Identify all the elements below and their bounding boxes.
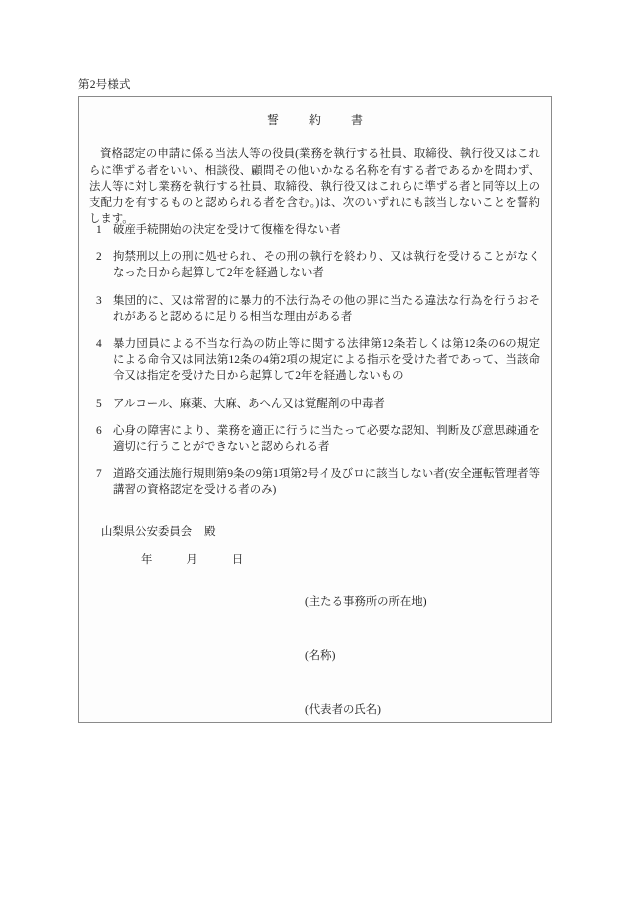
- signature-field-representative-name[interactable]: (代表者の氏名): [305, 704, 381, 716]
- clause-number: 3: [96, 294, 102, 307]
- addressee-name: 山梨県公安委員会: [101, 526, 193, 538]
- clause-item: [89, 336, 540, 385]
- clause-text: アルコール、麻薬、大麻、あへん又は覚醒剤の中毒者: [113, 397, 385, 410]
- clause-number: 7: [96, 468, 102, 481]
- intro-paragraph: 資格認定の申請に係る当法人等の役員(業務を執行する社員、取締役、執行役又はこれらに準ずる者をいい、相談役、顧問その他いかなる名称を有する者であるかを問わず、法人等に対し業務を執行する社員、取締役、執行役又はこれらに準ずる者と同等以上の支配力を有するものと認められる者を含む。)は、次のいずれにも該当しないことを誓約します。: [89, 148, 540, 226]
- addressee-honorific: 殿: [204, 526, 216, 538]
- clause-list: [89, 222, 540, 499]
- document-title: 誓 約 書: [266, 113, 372, 127]
- clause-number: 6: [96, 424, 102, 437]
- clause-text: 暴力団員による不当な行為の防止等に関する法律第12条若しくは第12条の6の規定による命令又は同法第12条の4第2項の規定による指示を受けた者であって、当該命令又は指定を受けた日から起算して2年を経過しないもの: [113, 338, 540, 383]
- date-month-label: 月: [186, 554, 198, 566]
- pledge-form-frame: [78, 96, 552, 723]
- clause-text: 拘禁刑以上の刑に処せられ、その刑の執行を終わり、又は執行を受けることがなくなった日から起算して2年を経過しない者: [113, 251, 540, 280]
- clause-item: [89, 249, 540, 281]
- clause-item: [89, 423, 540, 455]
- clause-text: 道路交通法施行規則第9条の9第1項第2号イ及びロに該当しない者(安全運転管理者等講習の資格認定を受ける者のみ): [113, 468, 540, 497]
- clause-item: [89, 466, 540, 498]
- signature-field-address[interactable]: (主たる事務所の所在地): [305, 596, 427, 608]
- addressee-line: [101, 524, 216, 540]
- form-number-label: 第2号様式: [78, 79, 131, 91]
- clause-number: 1: [96, 224, 102, 236]
- clause-item: [89, 293, 540, 325]
- clause-text: 破産手続開始の決定を受けて復権を得ない者: [113, 224, 341, 236]
- clause-number: 5: [96, 397, 102, 410]
- signature-field-organization-name[interactable]: (名称): [305, 650, 336, 662]
- clause-text: 集団的に、又は常習的に暴力的不法行為その他の罪に当たる違法な行為を行うおそれがあると認めるに足りる相当な理由がある者: [113, 294, 540, 323]
- clause-item: [89, 396, 540, 412]
- date-year-label: 年: [141, 554, 153, 566]
- clause-text: 心身の障害により、業務を適正に行うに当たって必要な認知、判断及び意思疎通を適切に行うことができないと認められる者: [113, 424, 540, 454]
- date-entry-line: [141, 552, 243, 568]
- date-day-label: 日: [231, 554, 244, 566]
- signature-block: [305, 594, 545, 718]
- clause-number: 4: [96, 338, 102, 351]
- clause-item: [89, 222, 540, 238]
- clause-number: 2: [96, 251, 102, 264]
